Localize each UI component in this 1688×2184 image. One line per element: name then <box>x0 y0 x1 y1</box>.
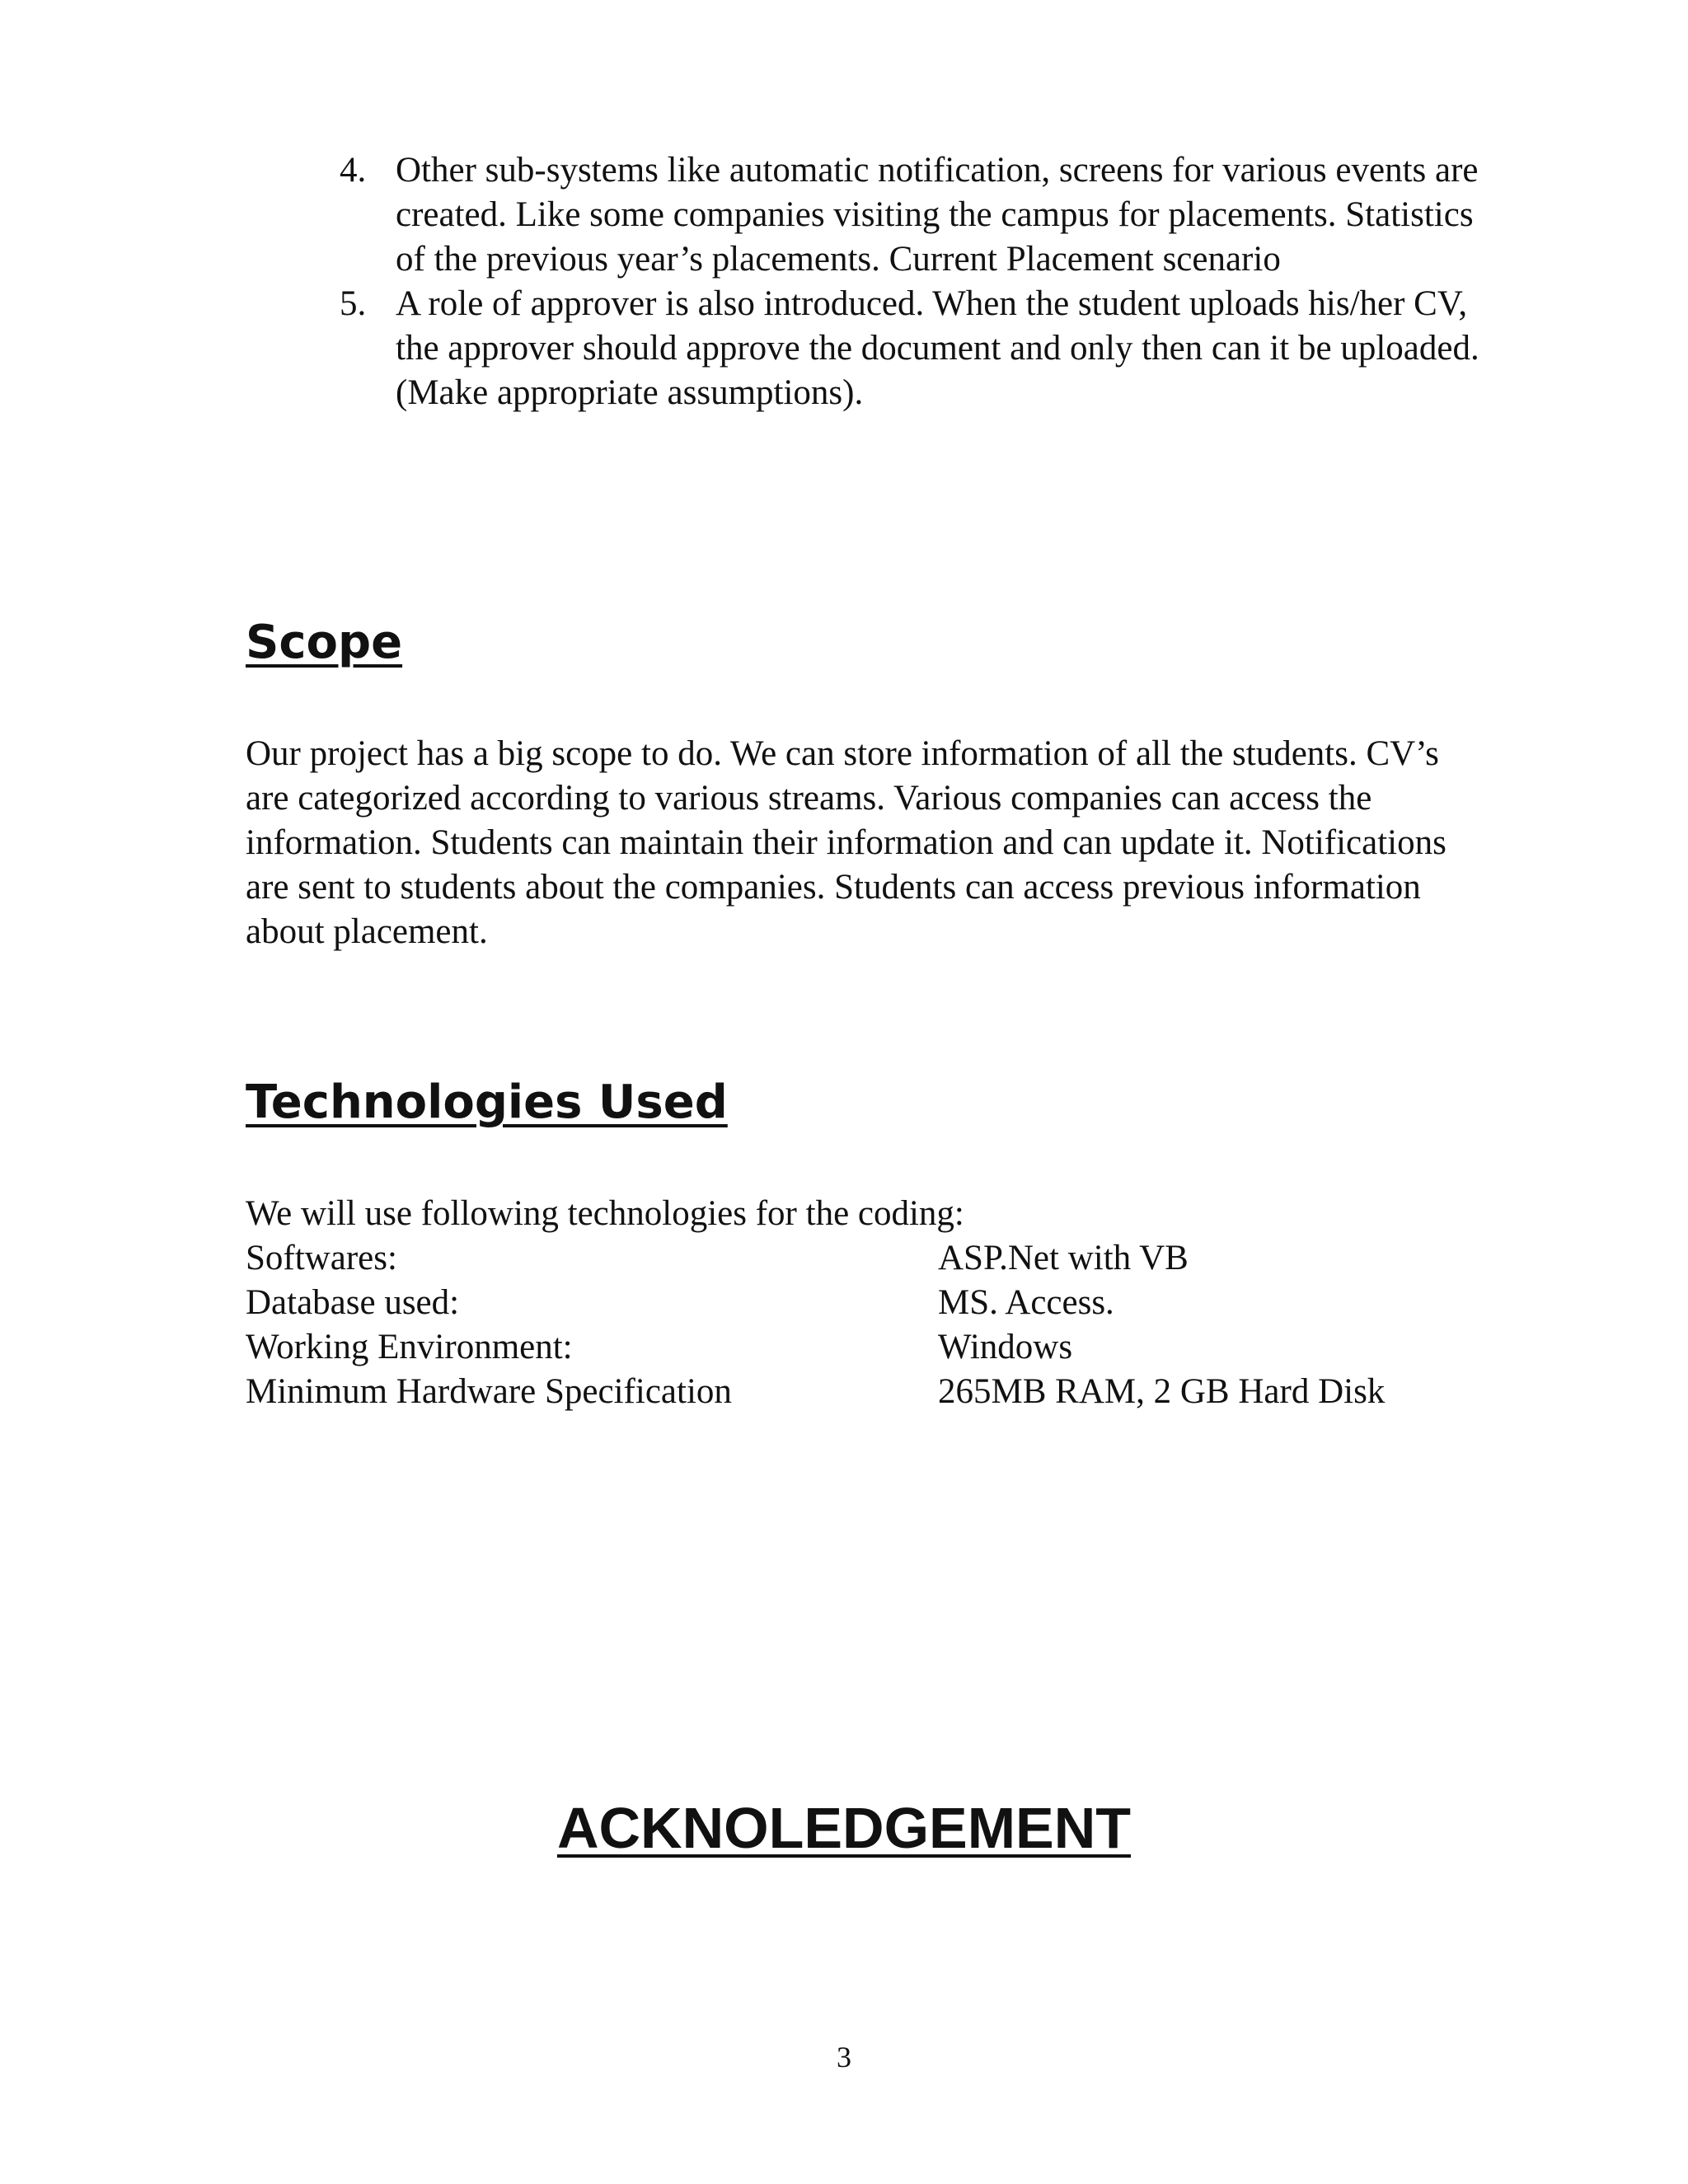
list-item-number: 4. <box>340 151 367 190</box>
spec-label: Database used: <box>246 1283 460 1322</box>
table-row <box>246 1281 1385 1325</box>
list-item-text: Other sub-systems like automatic notification, screens for various events are created. Like some companies visiting the campus for placements. Statistics of the previous year’s placements. Current Placement scenario <box>396 151 1479 279</box>
acknowledgement-heading: ACKNOLEDGEMENT <box>556 1796 1132 1860</box>
spec-value: ASP.Net with VB <box>938 1239 1189 1277</box>
spec-label: Softwares: <box>246 1239 397 1277</box>
table-row <box>246 1325 1385 1370</box>
page-number: 3 <box>837 2041 851 2074</box>
list-item-text: A role of approver is also introduced. When the student uploads his/her CV, the approver should approve the document and only then can it be uploaded. (Make appropriate assumptions). <box>396 284 1479 412</box>
list-item <box>340 148 1510 282</box>
list-item-number: 5. <box>340 284 367 323</box>
spec-value: MS. Access. <box>938 1283 1114 1322</box>
technologies-intro: We will use following technologies for the coding: <box>246 1194 964 1233</box>
table-row <box>246 1236 1385 1281</box>
table-row <box>246 1370 1385 1414</box>
spec-label: Working Environment: <box>246 1328 573 1366</box>
spec-label: Minimum Hardware Specification <box>246 1372 732 1411</box>
technologies-heading: Technologies Used <box>246 1076 728 1129</box>
list-item <box>340 282 1510 415</box>
scope-heading: Scope <box>246 616 403 669</box>
spec-value: Windows <box>938 1328 1073 1366</box>
scope-paragraph: Our project has a big scope to do. We can store information of all the students. CV’s are categorized according to various streams. Various companies can access the information. Students can maintain their information and can update it. Notifications are sent to students about the companies. Students can access previous information about placement. <box>246 734 1447 951</box>
spec-value: 265MB RAM, 2 GB Hard Disk <box>938 1372 1386 1411</box>
technologies-table <box>246 1236 1385 1414</box>
numbered-list <box>340 148 1510 415</box>
